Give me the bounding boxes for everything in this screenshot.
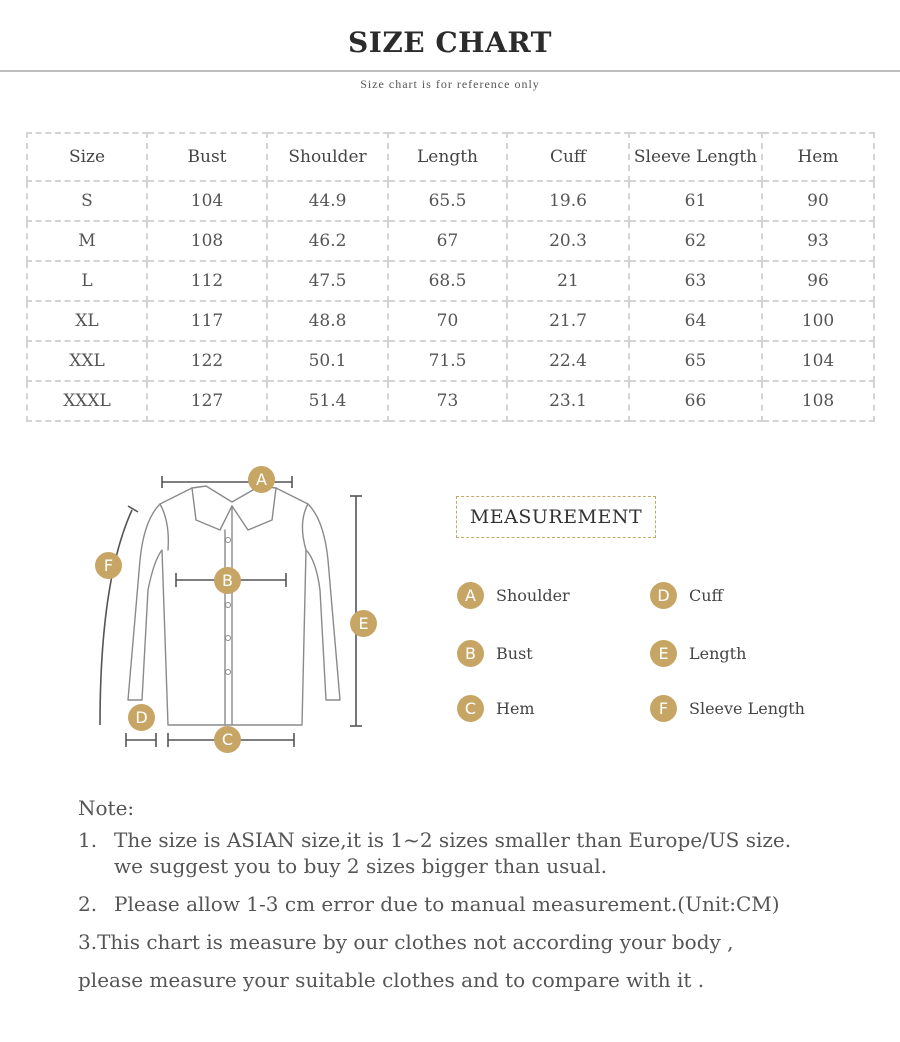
- table-cell: 108: [762, 381, 874, 421]
- table-cell: 127: [147, 381, 267, 421]
- legend-label: Shoulder: [496, 585, 570, 605]
- legend-marker: A: [457, 582, 484, 609]
- table-cell: 71.5: [388, 341, 507, 381]
- note-1-line-2: we suggest you to buy 2 sizes bigger than usual.: [114, 854, 607, 878]
- table-cell: 100: [762, 301, 874, 341]
- table-cell: 63: [629, 261, 762, 301]
- table-cell: 62: [629, 221, 762, 261]
- legend-marker: B: [457, 640, 484, 667]
- title-divider: [0, 70, 900, 72]
- table-cell: M: [27, 221, 147, 261]
- table-cell: L: [27, 261, 147, 301]
- table-cell: 104: [147, 181, 267, 221]
- table-cell: 46.2: [267, 221, 388, 261]
- note-1-number: 1.: [78, 828, 98, 852]
- table-cell: 44.9: [267, 181, 388, 221]
- size-table: [26, 132, 875, 422]
- table-cell: 96: [762, 261, 874, 301]
- table-row: [27, 381, 874, 421]
- legend-label: Cuff: [689, 585, 723, 605]
- legend-marker: D: [650, 582, 677, 609]
- note-3-line-1: 3.This chart is measure by our clothes not according your body ,: [78, 930, 734, 954]
- notes-title: Note:: [78, 796, 135, 820]
- measurement-title: MEASUREMENT: [456, 496, 656, 538]
- col-header-size: Size: [27, 133, 147, 181]
- marker-f: F: [95, 552, 122, 579]
- col-header-sleeve-length: Sleeve Length: [629, 133, 762, 181]
- legend-item-bust: [457, 638, 533, 668]
- table-row: [27, 301, 874, 341]
- col-header-bust: Bust: [147, 133, 267, 181]
- table-cell: 20.3: [507, 221, 629, 261]
- table-cell: 73: [388, 381, 507, 421]
- page-title: SIZE CHART: [348, 26, 552, 59]
- table-cell: 51.4: [267, 381, 388, 421]
- table-cell: 93: [762, 221, 874, 261]
- note-1-text: The size is ASIAN size,it is 1~2 sizes smaller than Europe/US size.: [114, 828, 792, 852]
- table-cell: 66: [629, 381, 762, 421]
- legend-marker: F: [650, 695, 677, 722]
- note-2: [78, 892, 780, 916]
- note-1-line-1: [78, 828, 791, 852]
- table-row: [27, 341, 874, 381]
- legend-label: Length: [689, 643, 747, 663]
- table-cell: 117: [147, 301, 267, 341]
- table-cell: 65: [629, 341, 762, 381]
- table-cell: 19.6: [507, 181, 629, 221]
- table-cell: 61: [629, 181, 762, 221]
- legend-label: Hem: [496, 698, 535, 718]
- legend-marker: C: [457, 695, 484, 722]
- page-subtitle: Size chart is for reference only: [360, 77, 540, 91]
- table-row: [27, 221, 874, 261]
- marker-d: D: [128, 704, 155, 731]
- legend-item-hem: [457, 693, 535, 723]
- legend-label: Bust: [496, 643, 533, 663]
- col-header-shoulder: Shoulder: [267, 133, 388, 181]
- note-2-number: 2.: [78, 892, 98, 916]
- table-cell: 22.4: [507, 341, 629, 381]
- legend-marker: E: [650, 640, 677, 667]
- table-cell: 65.5: [388, 181, 507, 221]
- marker-e: E: [350, 610, 377, 637]
- legend-item-length: [650, 638, 746, 668]
- shirt-diagram: [80, 460, 400, 770]
- table-row: [27, 181, 874, 221]
- table-cell: 47.5: [267, 261, 388, 301]
- table-cell: 48.8: [267, 301, 388, 341]
- col-header-cuff: Cuff: [507, 133, 629, 181]
- note-2-text: Please allow 1-3 cm error due to manual measurement.(Unit:CM): [114, 892, 780, 916]
- table-cell: 21.7: [507, 301, 629, 341]
- table-cell: 122: [147, 341, 267, 381]
- table-row: [27, 261, 874, 301]
- marker-b: B: [214, 567, 241, 594]
- table-cell: XXXL: [27, 381, 147, 421]
- table-cell: 90: [762, 181, 874, 221]
- table-cell: 64: [629, 301, 762, 341]
- legend-item-sleeve-length: [650, 693, 805, 723]
- legend-label: Sleeve Length: [689, 698, 805, 718]
- table-cell: 104: [762, 341, 874, 381]
- marker-a: A: [248, 466, 275, 493]
- marker-c: C: [214, 726, 241, 753]
- legend-item-cuff: [650, 580, 723, 610]
- table-cell: XL: [27, 301, 147, 341]
- table-cell: XXL: [27, 341, 147, 381]
- table-cell: 23.1: [507, 381, 629, 421]
- table-cell: 108: [147, 221, 267, 261]
- table-cell: 21: [507, 261, 629, 301]
- col-header-length: Length: [388, 133, 507, 181]
- table-cell: 67: [388, 221, 507, 261]
- table-header-row: [27, 133, 874, 181]
- col-header-hem: Hem: [762, 133, 874, 181]
- table-cell: 50.1: [267, 341, 388, 381]
- legend-item-shoulder: [457, 580, 570, 610]
- table-cell: 68.5: [388, 261, 507, 301]
- note-3-line-2: please measure your suitable clothes and to compare with it .: [78, 968, 705, 992]
- table-cell: 112: [147, 261, 267, 301]
- table-cell: 70: [388, 301, 507, 341]
- table-cell: S: [27, 181, 147, 221]
